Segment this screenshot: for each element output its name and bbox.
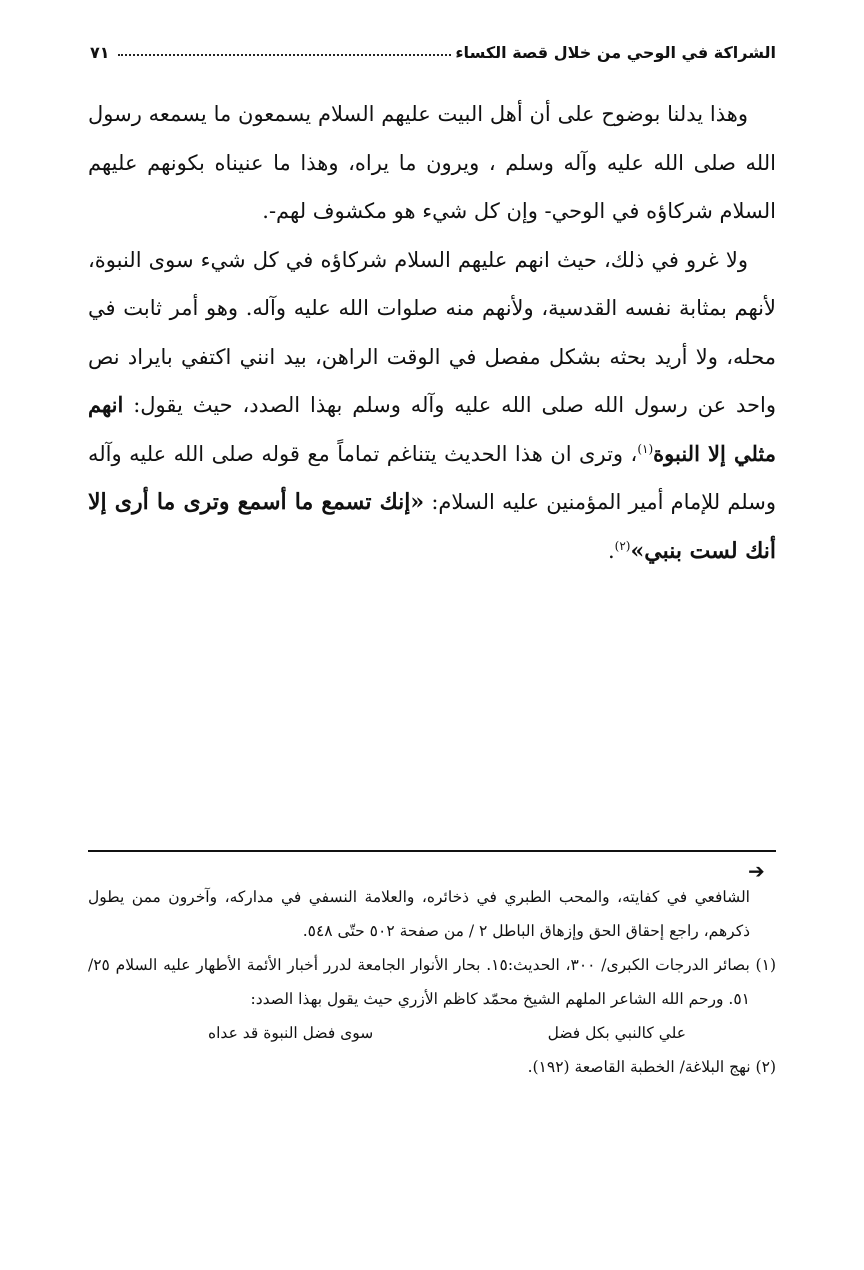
paragraph-text: ولا غرو في ذلك، حيث انهم عليهم السلام شركاؤه في كل شيء سوى النبوة، لأنهم بمثابة نفسه القدسية، ولأنهم منه صلوات الله عليه وآله. وهو أمر ثابت في محله، ولا أريد بحثه بشكل مفصل في الوقت الراهن، بيد انني اكتفي بايراد نص واحد عن رسول الله صلى الله عليه وآله وسلم بهذا الصدد، حيث يقول: [88,247,776,417]
paragraph: وهذا يدلنا بوضوح على أن أهل البيت عليهم السلام يسمعون ما يسمعه رسول الله صلى الله عليه وآله وسلم ، ويرون ما يراه، وهذا ما عنيناه بكونهم عليهم السلام شركاؤه في الوحي- وإن كل شيء هو مكشوف لهم-. [88,102,776,223]
page-number: ٧١ [90,43,110,62]
paragraph [88,236,776,576]
running-header [90,30,776,62]
quote-end: . [607,538,615,563]
main-text [88,90,776,575]
footnote-continuation: الشافعي في كفايته، والمحب الطبري في ذخائره، والعلامة النسفي في مداركه، وآخرون ممن يطول ذكرهم، راجع إحقاق الحق وإزهاق الباطل ٢ / من صفحة ٥٠٢ حتّى ٥٤٨. [88,888,750,940]
poetry-verse [88,1016,776,1050]
hadith-text: انهم مثلي إلا النبوة [88,392,776,466]
hadith-quote: «إنك تسمع ما أسمع وترى ما أرى إلا أنك لست بنبي» [88,489,776,564]
continuation-arrow-icon: ➔ [748,859,765,883]
footnote-2: (٢) نهج البلاغة/ الخطبة القاصعة (١٩٢). [527,1058,776,1076]
dotted-leader [118,54,452,56]
verse-first-hemistich: علي كالنبي بكل فضل [547,1024,686,1042]
footnote-1: (١) بصائر الدرجات الكبرى/ ٣٠٠، الحديث:١٥. بحار الأنوار الجامعة لدرر أخبار الأئمة الأطهار عليه السلام ٢٥/ ٥١. ورحم الله الشاعر الملهم الشيخ محمّد كاظم الأزري حيث يقول بهذا الصدد: [88,956,776,1008]
running-title: الشراكة في الوحي من خلال قصة الكساء [455,43,776,62]
footnote-separator [88,850,776,852]
verse-second-hemistich: سوى فضل النبوة قد عداه [208,1024,374,1042]
footnotes [88,880,776,1084]
footnote-ref-1[interactable]: (١) [637,441,654,456]
paragraph-text: ، وترى ان هذا الحديث يتناغم تماماً مع قوله صلى الله عليه وآله وسلم للإمام أمير المؤمنين عليه السلام: [88,441,776,514]
footnote-ref-2[interactable]: (٢) [614,538,631,553]
